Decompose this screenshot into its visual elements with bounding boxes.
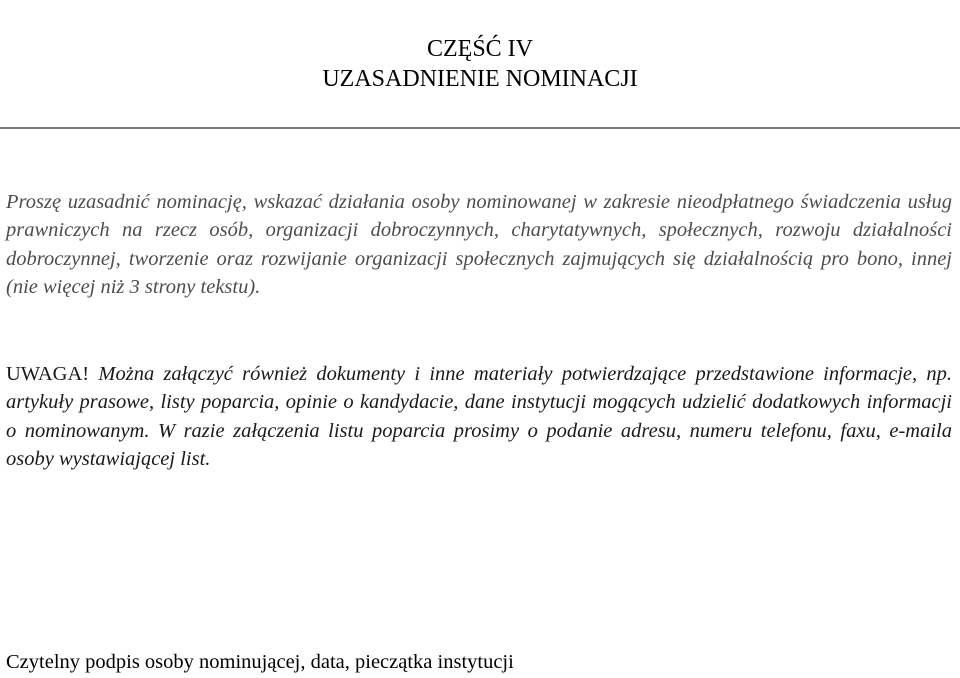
section-title: UZASADNIENIE NOMINACJI — [322, 66, 638, 92]
signature-line: Czytelny podpis osoby nominującej, data, pieczątka instytucji — [6, 651, 514, 673]
note-paragraph — [6, 360, 952, 474]
note-label: UWAGA! — [6, 363, 90, 385]
part-title: CZĘŚĆ IV — [426, 36, 533, 62]
note-text: Można załączyć również dokumenty i inne materiały potwierdzające przedstawione informacje, np. artykuły prasowe, listy poparcia, opinie o kandydacie, dane instytucji mogących udzielić dodatkowych informacji o nominowanym. W razie załączenia listu poparcia prosimy o podanie adresu, numeru telefonu, faxu, e-maila osoby wystawiającej list. — [6, 363, 953, 471]
section-header — [0, 34, 960, 94]
instruction-paragraph: Proszę uzasadnić nominację, wskazać działania osoby nominowanej w zakresie nieodpłatnego świadczenia usług prawniczych na rzecz osób, organizacji dobroczynnych, charytatywnych, społecznych, rozwoju działalności dobroczynnej, tworzenie oraz rozwijanie organizacji społecznych zajmujących się działalnością pro bono, innej (nie więcej niż 3 strony tekstu). — [6, 191, 952, 299]
header-divider — [0, 127, 960, 129]
